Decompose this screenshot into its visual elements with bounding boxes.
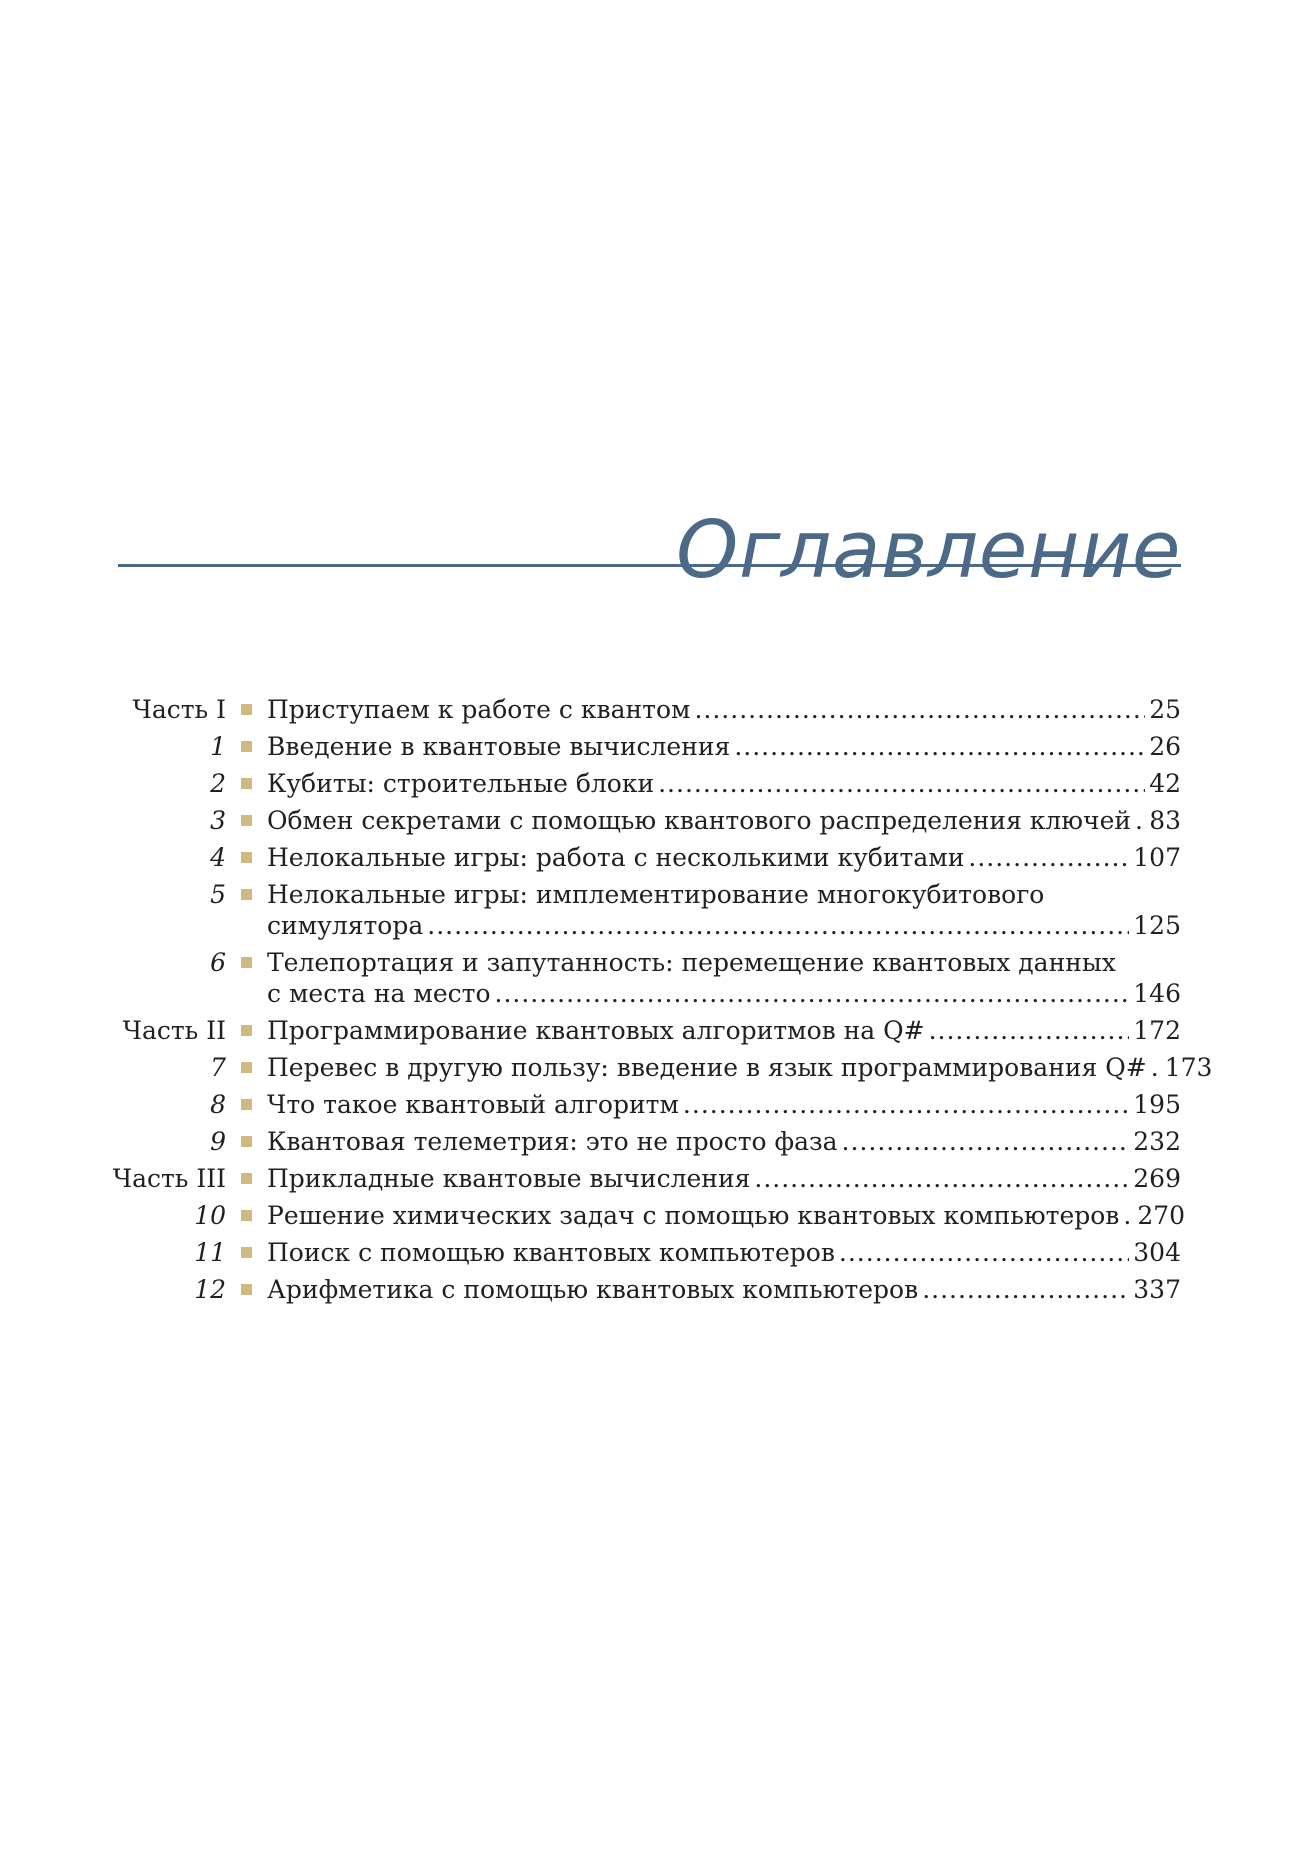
part-label: Часть III [112,1164,226,1193]
chapter-number: 5 [210,880,226,909]
entry-title: Прикладные квантовые вычисления [267,1164,751,1193]
page-number: 232 [1133,1127,1181,1156]
page-number: 26 [1149,732,1181,761]
toc-chapter-entry[interactable] [0,842,1299,873]
dot-leader [968,842,1129,873]
bullet-marker [241,957,252,968]
chapter-number: 10 [194,1201,226,1230]
entry-title-line-1: Телепортация и запутанность: перемещение квантовых данных [267,948,1116,977]
dot-leader [842,1126,1130,1157]
chapter-number: 11 [194,1238,226,1267]
bullet-marker [241,741,252,752]
bullet-marker [241,704,252,715]
toc-chapter-entry[interactable] [0,1274,1299,1305]
chapter-number: 1 [210,732,226,761]
bullet-marker [241,1136,252,1147]
entry-title: Арифметика с помощью квантовых компьютеров [267,1275,919,1304]
entry-title: Что такое квантовый алгоритм [267,1090,679,1119]
dot-leader [1123,1200,1133,1231]
table-of-contents [0,694,1299,1311]
page-number: 270 [1137,1201,1186,1230]
chapter-number: 8 [210,1090,226,1119]
chapter-number: 6 [210,948,226,977]
bullet-marker [241,1025,252,1036]
dot-leader [1151,1052,1161,1083]
page-number: 125 [1133,911,1181,940]
dot-leader [427,910,1129,941]
toc-chapter-entry[interactable] [0,1052,1299,1083]
entry-title: Программирование квантовых алгоритмов на Q# [267,1016,925,1045]
page-number: 25 [1149,695,1181,724]
toc-chapter-entry[interactable] [0,1237,1299,1268]
page-number: 304 [1133,1238,1181,1267]
bullet-marker [241,1247,252,1258]
page-number: 107 [1133,843,1181,872]
entry-title: Нелокальные игры: работа с несколькими кубитами [267,843,965,872]
entry-title: Введение в квантовые вычисления [267,732,731,761]
chapter-number: 7 [210,1053,226,1082]
entry-title-line-2: с места на место [267,979,491,1008]
bullet-marker [241,1284,252,1295]
dot-leader [683,1089,1129,1120]
toc-part-2-group [0,1015,1299,1157]
toc-part-entry[interactable] [0,1163,1299,1194]
toc-part-3-group [0,1163,1299,1305]
bullet-marker [241,815,252,826]
toc-chapter-entry[interactable] [0,768,1299,799]
page-title: Оглавление [676,503,1181,596]
page-number: 42 [1149,769,1181,798]
page-number: 195 [1133,1090,1181,1119]
bullet-marker [241,1099,252,1110]
dot-leader [929,1015,1130,1046]
toc-chapter-entry[interactable] [0,805,1299,836]
page-number: 83 [1149,806,1181,835]
entry-title: Решение химических задач с помощью квантовых компьютеров [267,1201,1120,1230]
part-label: Часть II [122,1016,226,1045]
toc-chapter-entry[interactable] [0,1089,1299,1120]
toc-chapter-entry[interactable] [0,1126,1299,1157]
dot-leader [694,694,1145,725]
entry-title: Поиск с помощью квантовых компьютеров [267,1238,835,1267]
bullet-marker [241,1210,252,1221]
chapter-number: 3 [210,806,226,835]
bullet-marker [241,1062,252,1073]
entry-title: Кубиты: строительные блоки [267,769,655,798]
toc-chapter-entry[interactable] [0,1200,1299,1231]
bullet-marker [241,778,252,789]
toc-chapter-entry[interactable] [0,879,1299,941]
page-number: 269 [1133,1164,1181,1193]
dot-leader [495,978,1130,1009]
dot-leader [1135,805,1145,836]
entry-title: Квантовая телеметрия: это не просто фаза [267,1127,838,1156]
part-label: Часть I [132,695,226,724]
toc-chapter-entry[interactable] [0,947,1299,1009]
entry-title-line-1: Нелокальные игры: имплементирование многокубитового [267,880,1045,909]
title-divider [118,564,1181,567]
page-number: 146 [1133,979,1181,1008]
page-number: 173 [1164,1053,1213,1082]
dot-leader [754,1163,1129,1194]
dot-leader [922,1274,1129,1305]
dot-leader [658,768,1145,799]
dot-leader [734,731,1145,762]
entry-title: Перевес в другую пользу: введение в язык программирования Q# [267,1053,1147,1082]
entry-title-line-2: симулятора [267,911,424,940]
toc-part-entry[interactable] [0,694,1299,725]
bullet-marker [241,889,252,900]
chapter-number: 9 [210,1127,226,1156]
toc-part-entry[interactable] [0,1015,1299,1046]
toc-part-1-group [0,694,1299,1009]
page-number: 337 [1133,1275,1181,1304]
chapter-number: 2 [210,769,226,798]
bullet-marker [241,1173,252,1184]
toc-chapter-entry[interactable] [0,731,1299,762]
chapter-number: 12 [194,1275,226,1304]
chapter-number: 4 [210,843,226,872]
page-number: 172 [1133,1016,1181,1045]
entry-title: Приступаем к работе с квантом [267,695,691,724]
bullet-marker [241,852,252,863]
entry-title: Обмен секретами с помощью квантового распределения ключей [267,806,1132,835]
dot-leader [839,1237,1129,1268]
